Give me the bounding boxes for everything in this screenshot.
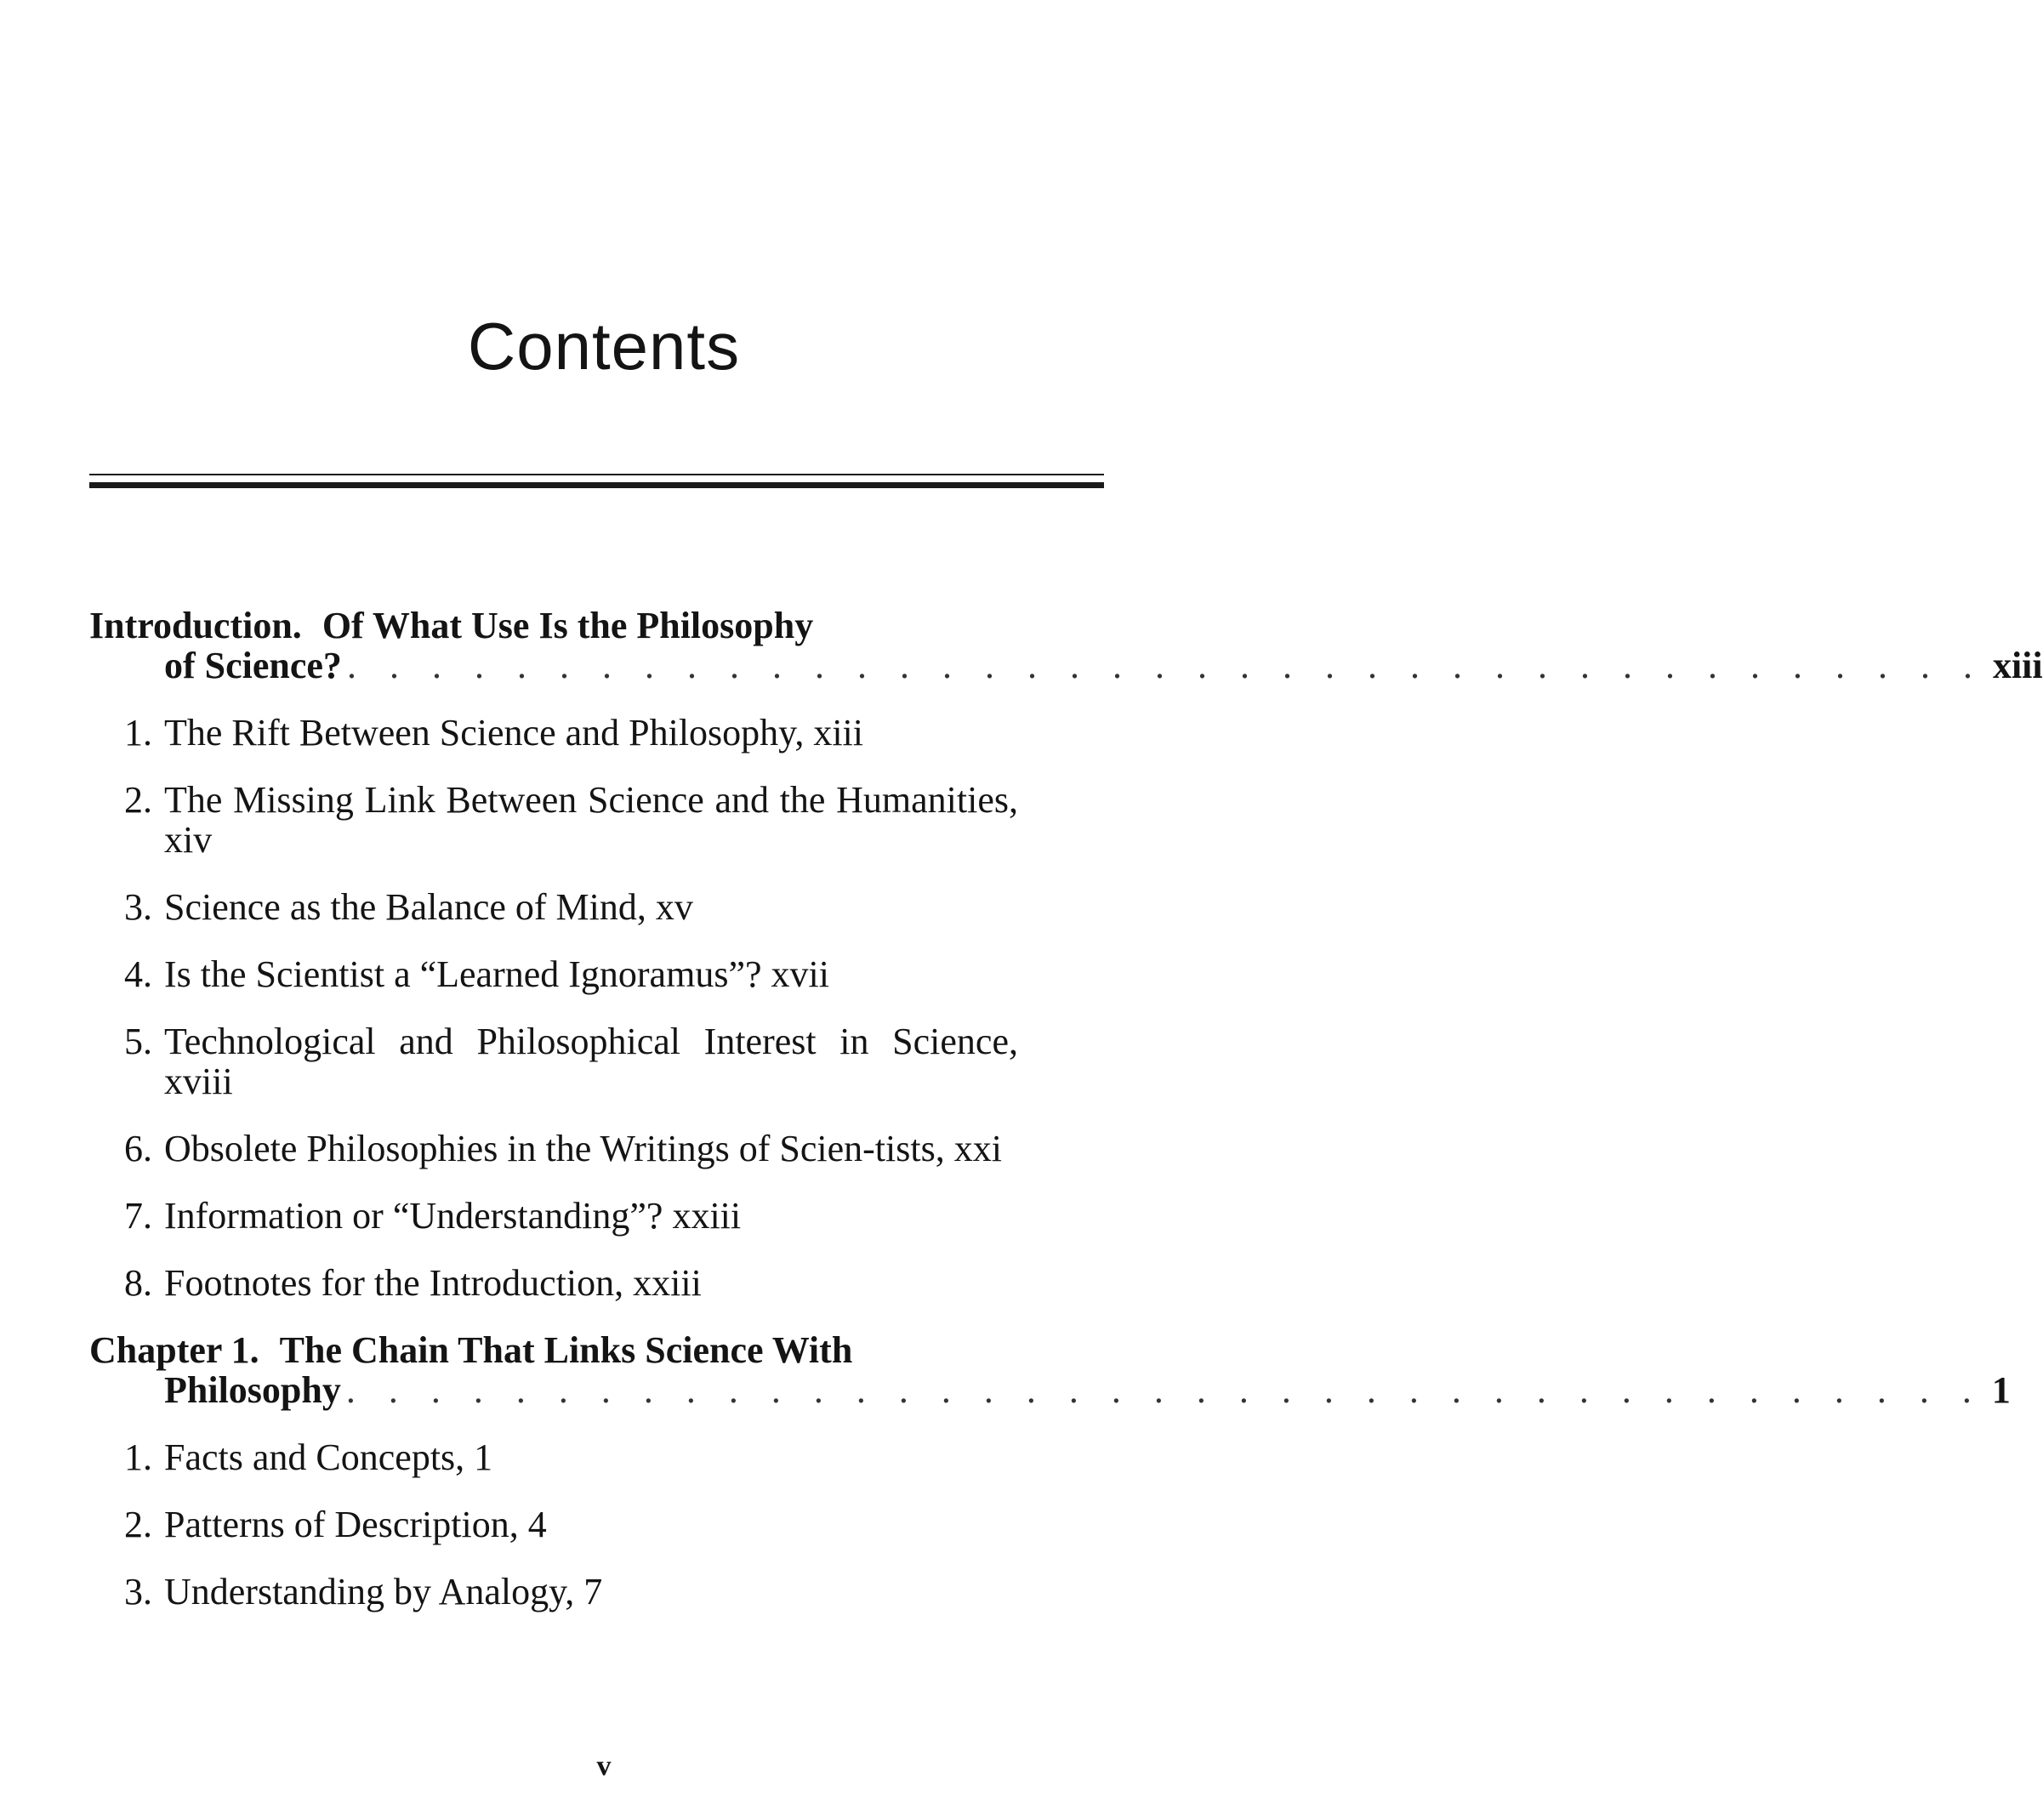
section-text: Technological and Philosophical Interest in Science, xviii [164,1021,1018,1102]
section-number: 1. [124,1436,152,1478]
toc-section[interactable] [89,1021,1104,1101]
section-text: Footnotes for the Introduction, xxiii [164,1262,702,1304]
section-number: 7. [124,1195,152,1237]
section-text: Is the Scientist a “Learned Ignoramus”? xvii [164,953,829,995]
section-number: 5. [124,1021,152,1062]
section-text: Understanding by Analogy, 7 [164,1571,603,1612]
section-text: Information or “Understanding”? xxiii [164,1195,742,1237]
section-text: Facts and Concepts, 1 [164,1436,493,1478]
toc-section[interactable] [89,1437,1104,1477]
chapter-1-title-line2: Philosophy [164,1369,341,1411]
toc-section[interactable] [89,1263,1104,1303]
section-number: 4. [124,953,152,995]
section-number: 2. [124,1504,152,1545]
section-text: The Missing Link Between Science and the Humanities, xiv [164,779,1018,861]
toc-section[interactable] [89,713,1104,753]
chapter-1-label: Chapter 1. [89,1329,259,1371]
section-number: 8. [124,1262,152,1304]
toc-section[interactable] [89,780,1104,860]
toc-section[interactable] [89,1129,1104,1169]
section-number: 3. [124,1571,152,1612]
section-text: Obsolete Philosophies in the Writings of Scien-tists, xxi [164,1128,1002,1169]
section-text: Patterns of Description, 4 [164,1504,547,1545]
toc-section[interactable] [89,1572,1104,1612]
toc-entry-chapter-1[interactable] [89,1329,2011,1411]
section-number: 2. [124,779,152,821]
section-text: The Rift Between Science and Philosophy, xiii [164,712,863,754]
section-number: 6. [124,1128,152,1169]
chapter-1-title-line1: The Chain That Links Science With [279,1329,853,1371]
page-title: Contents [467,309,741,384]
section-number: 3. [124,886,152,928]
introduction-page-number: xiii [1992,645,2043,686]
toc-section[interactable] [89,887,1104,927]
leader-dots: . . . . . . . . . . . . . . . . . . . . . . . . . . . . . . . . . . . . . . . [345,1369,1983,1411]
introduction-label: Introduction. [89,605,302,646]
toc-section[interactable] [89,1504,1104,1544]
chapter-1-page-number: 1 [1991,1369,2011,1411]
section-number: 1. [124,712,152,754]
introduction-title-line1: Of What Use Is the Philosophy [322,605,814,646]
toc-section[interactable] [89,1196,1104,1236]
introduction-title-line2: of Science? [164,645,342,686]
toc-entry-introduction[interactable] [89,605,2043,686]
folio-page-number: v [596,1750,612,1782]
title-rule-thin [89,474,1104,475]
leader-dots: . . . . . . . . . . . . . . . . . . . . . . . . . . . . . . . . . . . . . . . [346,645,1984,686]
section-text: Science as the Balance of Mind, xv [164,886,693,928]
title-rule-thick [89,482,1104,488]
toc-section[interactable] [89,954,1104,994]
table-of-contents [89,605,2043,1612]
